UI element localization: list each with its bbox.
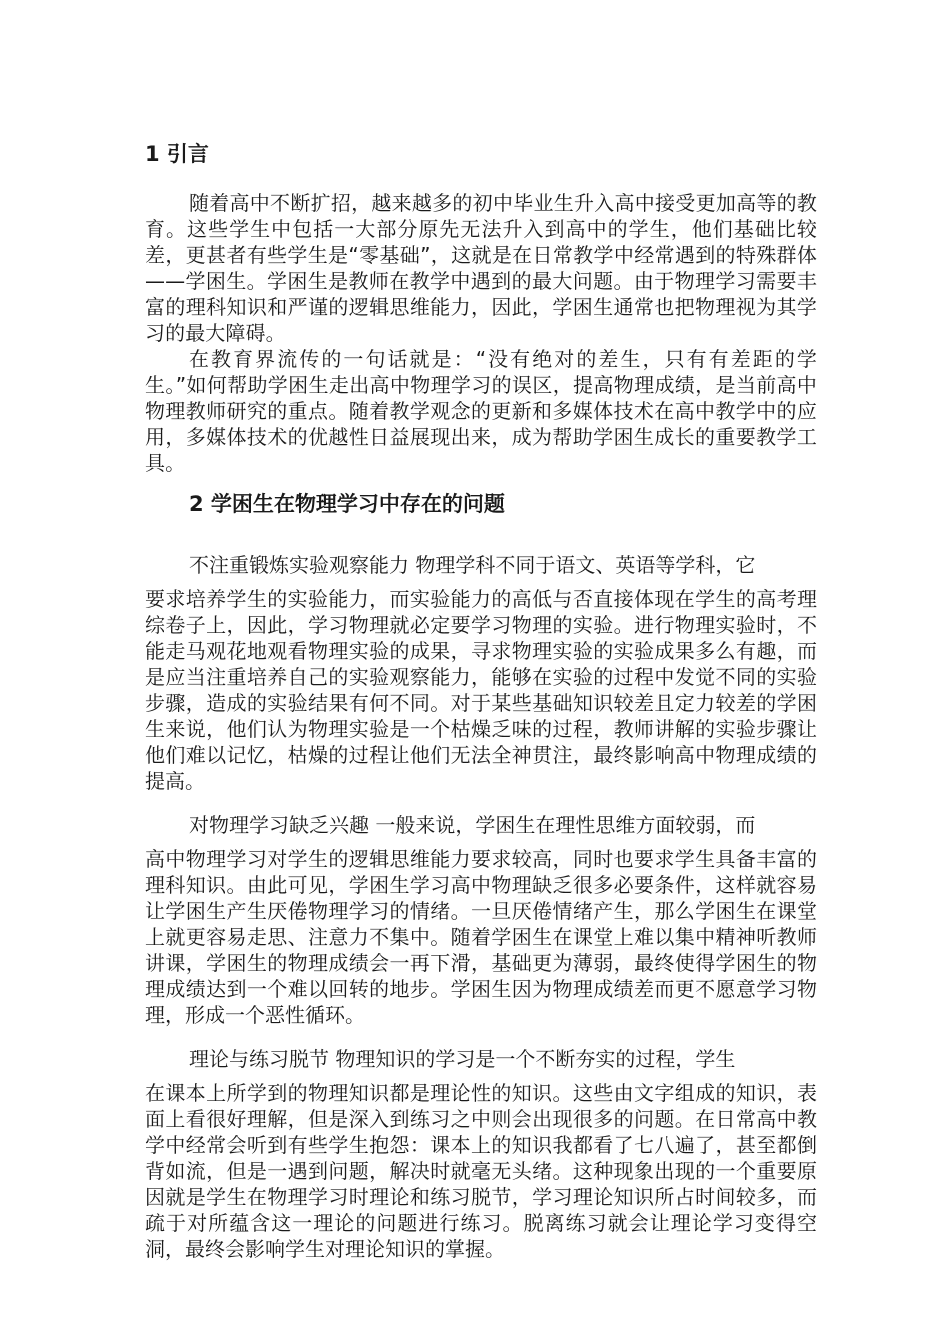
subsection-lead-line: 不注重锻炼实验观察能力 物理学科不同于语文、英语等学科，它	[189, 553, 756, 577]
section-1-paragraph-1: 随着高中不断扩招，越来越多的初中毕业生升入高中接受更加高等的教育。这些学生中包括一大部分原先无法升入到高中的学生，他们基础比较差，更甚者有些学生是“零基础”，这就是在日常教学中经常遇到的特殊群体——学困生。学困生是教师在教学中遇到的最大问题。由于物理学习需要丰富的理科知识和严谨的逻辑思维能力，因此，学困生通常也把物理视为其学习的最大障碍。	[145, 191, 817, 345]
subsection-lead-line: 对物理学习缺乏兴趣 一般来说，学困生在理性思维方面较弱，而	[189, 813, 756, 837]
subsection-body: 高中物理学习对学生的逻辑思维能力要求较高，同时也要求学生具备丰富的理科知识。由此可见，学困生学习高中物理缺乏很多必要条件，这样就容易让学困生产生厌倦物理学习的情绪。一旦厌倦情绪产生，那么学困生在课堂上就更容易走思、注意力不集中。随着学困生在课堂上难以集中精神听教师讲课，学困生的物理成绩会一再下滑，基础更为薄弱，最终使得学困生的物理成绩达到一个难以回转的地步。学困生因为物理成绩差而更不愿意学习物理，形成一个恶性循环。	[145, 847, 817, 1027]
section-1-heading: 1 引言	[145, 142, 209, 166]
subsection-lead-line: 理论与练习脱节 物理知识的学习是一个不断夯实的过程，学生	[189, 1047, 736, 1071]
subsection-body: 要求培养学生的实验能力，而实验能力的高低与否直接体现在学生的高考理综卷子上，因此，学习物理就必定要学习物理的实验。进行物理实验时，不能走马观花地观看物理实验的成果，寻求物理实验的实验成果多么有趣，而是应当注重培养自己的实验观察能力，能够在实验的过程中发觉不同的实验步骤，造成的实验结果有何不同。对于某些基础知识较差且定力较差的学困生来说，他们认为物理实验是一个枯燥乏味的过程，教师讲解的实验步骤让他们难以记忆，枯燥的过程让他们无法全神贯注，最终影响高中物理成绩的提高。	[145, 587, 817, 793]
document-page	[145, 128, 817, 1262]
subsection-lack-of-interest	[145, 812, 817, 1028]
subsection-body: 在课本上所学到的物理知识都是理论性的知识。这些由文字组成的知识，表面上看很好理解，但是深入到练习之中则会出现很多的问题。在日常高中教学中经常会听到有些学生抱怨：课本上的知识我都看了七八遍了，甚至都倒背如流，但是一遇到问题，解决时就毫无头绪。这种现象出现的一个重要原因就是学生在物理学习时理论和练习脱节，学习理论知识所占时间较多，而疏于对所蕴含这一理论的问题进行练习。脱离练习就会让理论学习变得空洞，最终会影响学生对理论知识的掌握。	[145, 1081, 817, 1261]
section-1-paragraph-2: 在教育界流传的一句话就是：“没有绝对的差生，只有有差距的学生。”如何帮助学困生走出高中物理学习的误区，提高物理成绩，是当前高中物理教师研究的重点。随着教学观念的更新和多媒体技术在高中教学中的应用，多媒体技术的优越性日益展现出来，成为帮助学困生成长的重要教学工具。	[145, 347, 817, 475]
subsection-theory-practice-gap	[145, 1046, 817, 1262]
section-2-heading: 2 学困生在物理学习中存在的问题	[189, 492, 505, 516]
subsection-experiment-ability	[145, 552, 817, 794]
